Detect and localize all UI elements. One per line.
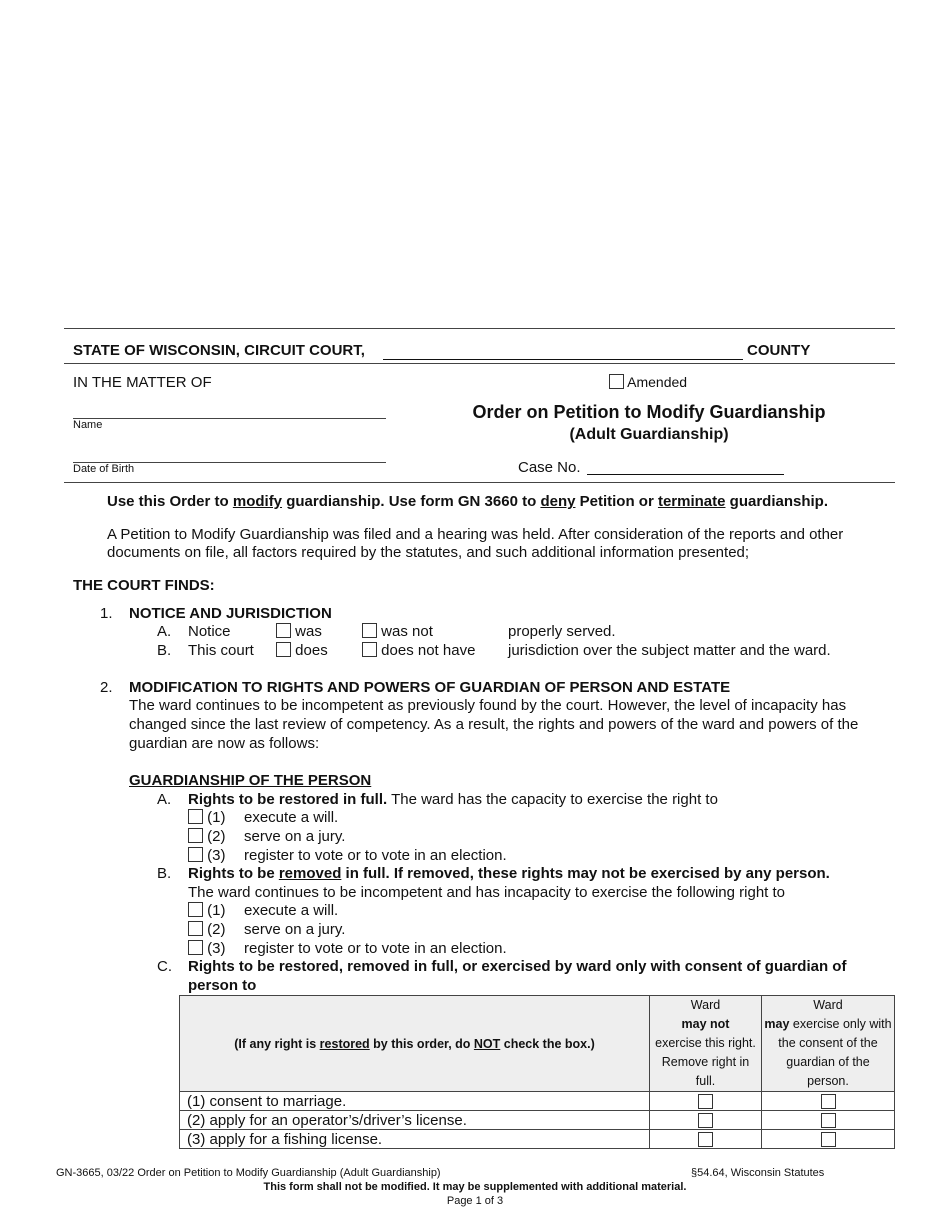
court-does-checkbox[interactable] (276, 642, 291, 657)
case-no-field[interactable] (587, 474, 784, 475)
footer-notice: This form shall not be modified. It may be supplemented with additional material. (263, 1181, 687, 1193)
county-label: COUNTY (747, 342, 811, 359)
section-1b-tail: jurisdiction over the subject matter and the ward. (508, 642, 831, 659)
fishing-consent-checkbox[interactable] (821, 1132, 836, 1147)
person-b-letter: B. (157, 865, 172, 882)
table-row (180, 1092, 895, 1111)
section-2-line1: The ward continues to be incompetent as previously found by the court. However, the level of incapacity has (129, 697, 847, 714)
notice-was-checkbox[interactable] (276, 623, 291, 638)
table-note: (If any right is restored by this order, do NOT check the box.) (180, 996, 650, 1092)
right-label: (3) apply for a fishing license. (180, 1130, 650, 1149)
case-no-label: Case No. (518, 459, 581, 476)
restore-will-checkbox[interactable] (188, 809, 203, 824)
court-does-option[interactable]: does (276, 642, 328, 659)
section-1b-letter: B. (157, 642, 172, 659)
guardianship-person-heading: GUARDIANSHIP OF THE PERSON (129, 772, 372, 789)
top-rule (64, 328, 895, 329)
person-c-line2: person to (188, 977, 257, 994)
person-a-text: Rights to be restored in full. The ward has the capacity to exercise the right to (188, 791, 718, 808)
restore-vote-option[interactable]: (3) (188, 847, 226, 864)
person-c-letter: C. (157, 958, 172, 975)
terminate-word: terminate (657, 493, 726, 510)
restore-vote-text: register to vote or to vote in an election. (244, 847, 507, 864)
person-b-line2: The ward continues to be incompetent and has incapacity to exercise the following right to (188, 884, 786, 901)
footer-page-number: Page 1 of 3 (446, 1195, 504, 1207)
section-1-number: 1. (100, 605, 113, 622)
person-a-letter: A. (157, 791, 172, 808)
table-row (180, 1111, 895, 1130)
table-header-row (180, 996, 895, 1092)
remove-vote-option[interactable]: (3) (188, 940, 226, 957)
deny-word: deny (540, 493, 576, 510)
restore-jury-text: serve on a jury. (244, 828, 346, 845)
county-name-field[interactable] (383, 359, 743, 360)
ward-name-field[interactable] (73, 418, 386, 419)
section-1a-label: Notice (188, 623, 231, 640)
remove-will-option[interactable]: (1) (188, 902, 226, 919)
name-label: Name (73, 419, 103, 431)
remove-vote-checkbox[interactable] (188, 940, 203, 955)
fishing-may-not-checkbox[interactable] (698, 1132, 713, 1147)
dob-label: Date of Birth (73, 463, 135, 475)
license-may-not-checkbox[interactable] (698, 1113, 713, 1128)
footer-form-id: GN-3665, 03/22 Order on Petition to Modify Guardianship (Adult Guardianship) (56, 1167, 441, 1179)
marriage-may-not-checkbox[interactable] (698, 1094, 713, 1109)
notice-was-not-checkbox[interactable] (362, 623, 377, 638)
intro-paragraph-line1: A Petition to Modify Guardianship was filed and a hearing was held. After consideration of the reports and other (107, 526, 844, 543)
header-rule (64, 363, 895, 364)
restore-jury-checkbox[interactable] (188, 828, 203, 843)
remove-will-text: execute a will. (244, 902, 339, 919)
section-1-title: NOTICE AND JURISDICTION (129, 605, 332, 622)
amended-option[interactable] (609, 374, 687, 390)
table-row (180, 1130, 895, 1149)
section-2-number: 2. (100, 679, 113, 696)
restore-jury-option[interactable]: (2) (188, 828, 226, 845)
remove-jury-text: serve on a jury. (244, 921, 346, 938)
restore-will-option[interactable]: (1) (188, 809, 226, 826)
intro-paragraph-line2: documents on file, all factors required by the statutes, and such additional information presented; (107, 544, 750, 561)
amended-checkbox[interactable] (609, 374, 624, 389)
remove-jury-option[interactable]: (2) (188, 921, 226, 938)
amended-label: Amended (627, 374, 688, 390)
may-not-column-header: Ward may not exercise this right. Remove right in full. (650, 996, 762, 1092)
section-1a-letter: A. (157, 623, 172, 640)
form-title: Order on Petition to Modify Guardianship (472, 402, 826, 422)
matter-label: IN THE MATTER OF (73, 374, 212, 391)
right-label: (1) consent to marriage. (180, 1092, 650, 1111)
footer-statute: §54.64, Wisconsin Statutes (691, 1167, 825, 1179)
remove-jury-checkbox[interactable] (188, 921, 203, 936)
remove-will-checkbox[interactable] (188, 902, 203, 917)
remove-vote-text: register to vote or to vote in an election. (244, 940, 507, 957)
instruction-line: Use this Order to modify guardianship. Use form GN 3660 to deny Petition or terminate guardianship. (107, 493, 828, 510)
court-finds-heading: THE COURT FINDS: (73, 577, 215, 594)
header-bottom-rule (64, 482, 895, 483)
notice-was-option[interactable]: was (276, 623, 322, 640)
section-1b-label: This court (188, 642, 254, 659)
removed-word: removed (278, 865, 342, 882)
section-2-line2: changed since the last review of competency. As a result, the rights and powers of the ward and powers of the (129, 716, 859, 733)
rights-table (179, 995, 895, 1149)
may-with-consent-column-header: Ward may exercise only with the consent of the guardian of the person. (762, 996, 895, 1092)
notice-was-not-option[interactable]: was not (362, 623, 433, 640)
section-2-line3: guardian are now as follows: (129, 735, 320, 752)
person-c-line1: Rights to be restored, removed in full, or exercised by ward only with consent of guardian of (188, 958, 847, 975)
restore-vote-checkbox[interactable] (188, 847, 203, 862)
marriage-consent-checkbox[interactable] (821, 1094, 836, 1109)
modify-word: modify (232, 493, 283, 510)
right-label: (2) apply for an operator’s/driver’s license. (180, 1111, 650, 1130)
court-does-not-have-option[interactable]: does not have (362, 642, 475, 659)
restore-will-text: execute a will. (244, 809, 339, 826)
license-consent-checkbox[interactable] (821, 1113, 836, 1128)
section-1a-tail: properly served. (508, 623, 616, 640)
court-does-not-have-checkbox[interactable] (362, 642, 377, 657)
section-2-title: MODIFICATION TO RIGHTS AND POWERS OF GUARDIAN OF PERSON AND ESTATE (129, 679, 731, 696)
court-label: STATE OF WISCONSIN, CIRCUIT COURT, (73, 342, 365, 359)
person-b-text: Rights to be removed in full. If removed, these rights may not be exercised by any person. (188, 865, 830, 882)
form-subtitle: (Adult Guardianship) (569, 426, 729, 443)
